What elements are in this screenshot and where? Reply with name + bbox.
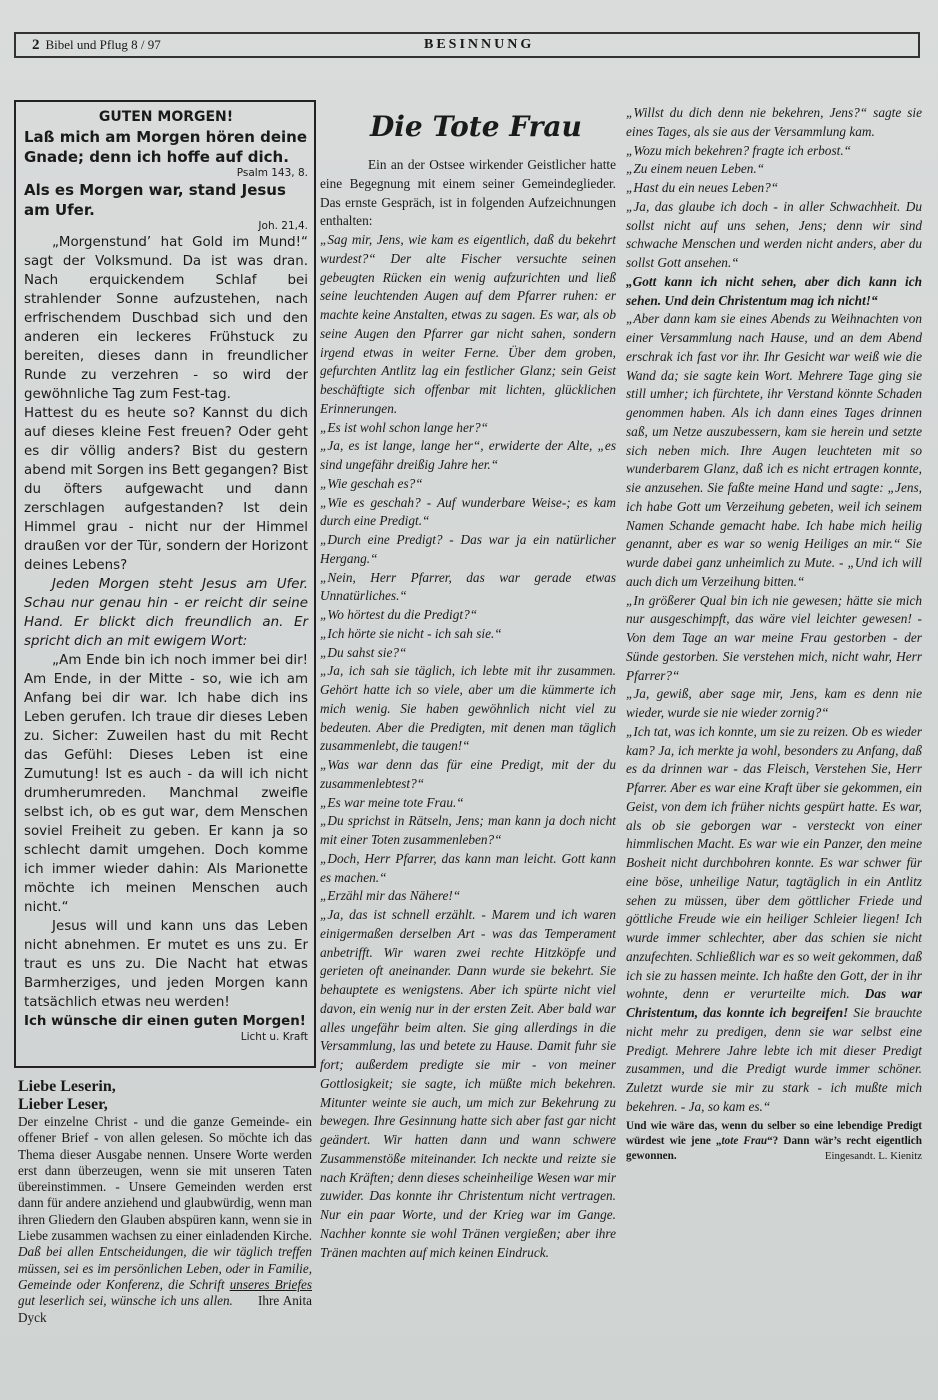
devotion-source: Licht u. Kraft — [240, 1031, 308, 1043]
story-bold-quote: „Gott kann ich nicht sehen, aber dich kann ich sehen. Und dein Christentum mag ich nicht!“ — [626, 273, 922, 308]
story-source: Eingesandt. L. Kienitz — [824, 1149, 922, 1162]
story-paragraph: „Ja, ich sah sie täglich, ich lebte mit ihr zusammen. Gehört hatte ich so viele, aber um die kümmerte ich mich wenig. Sie haben gewöhnlich nicht viel zu bedeuten. Aber die Predigten, mit denen man täglich zusammenlebt, die taugen!“ — [320, 663, 616, 754]
story-paragraph: „Ich tat, was ich konnte, um sie zu reizen. Ob es wieder kam? Ja, ich merkte ja wohl, besonders zu Anfang, daß es da drinnen war - das Fleisch, Verstehen Sie, Herr Pfarrer. Aber es war eine Kraft über sie gekommen, ein Geist, von dem ich früher nichts gespürt hatte. Es war, als ob sie geborgen war - versteckt von einer himmlischen Macht. Es war wie ein Panzer, den meine Bosheit nicht durchbohren konnte. Es war schwer für eine böse, unheilige Natur, tagtäglich in ein Antlitz sehen zu müssen, über dem göttlicher Friede und göttliche Freude wie ein heiliger Schleier liegen! Ich wurde immer schlechter, aber das schien sie nicht anzufechten. Schließlich war es so weit gekommen, daß ich sie zu hassen meinte. Ich haßte den Gott, der in ihr wohnte, denn er verurteilte mich. Das war Christentum, das konnte ich begreifen! Sie brauchte nicht mehr zu predigen, denn sie war selbst eine Predigt. Mehrere Jahre lebte ich mit dieser Predigt zusammen, und die Predigt wurde immer schöner. Zuletzt wurde sie mir zu stark - ich mußte mich bekehren. - Ja, so kam es.“ — [626, 723, 922, 1114]
story-paragraph: „Ja, gewiß, aber sage mir, Jens, kam es denn nie wieder, wurde sie nie wieder zornig?“ — [626, 686, 922, 720]
devotion-paragraph: Jesus will und kann uns das Leben nicht abnehmen. Er mutet es uns zu. Er traut es uns zu. Die Nacht hat etwas Barmherziges, und jeden Morgen kann tatsächlich etwas neu werden! — [24, 919, 308, 1010]
devotion-ref-2: Joh. 21,4. — [258, 220, 308, 232]
story-paragraph: „Hast du ein neues Leben?“ — [626, 180, 779, 195]
devotion-ref-1: Psalm 143, 8. — [236, 167, 308, 179]
story-closing: Und wie wäre das, wenn du selber so eine lebendige Predigt würdest wie jene „tote Frau“? Dann wär’s recht eigentlich gewonnen. Eingesandt. L. Kienitz — [626, 1119, 922, 1162]
devotion-paragraph: Jeden Morgen steht Jesus am Ufer. Schau nur genau hin - er reicht dir seine Hand. Er blickt dich freundlich an. Er spricht dich an mit ewigem Wort: — [24, 577, 308, 649]
story-paragraph: „Ja, das glaube ich doch - in aller Schwachheit. Du sollst nicht auf uns sehen, Jens; denn wir sind schwache Menschen und werden nicht anders, aber du sollst Gott ansehen.“ — [626, 198, 922, 270]
story-paragraph: „Zu einem neuen Leben.“ — [626, 161, 765, 177]
devotion-closing: Ich wünsche dir einen guten Morgen! — [24, 1014, 306, 1029]
letter-greeting: Lieber Leser, — [18, 1096, 108, 1113]
devotion-paragraph: „Am Ende bin ich noch immer bei dir! Am Ende, in der Mitte - so, wie ich am Anfang bei dir war. Ich habe dich ins Leben gerufen. Ich traue dir dieses Leben zu. Sicher: Zuweilen hast du mit Recht das Gefühl: Dieses Leben ist eine Zumutung! Ist es auch - da will ich nicht drumherumreden. Manchmal zweifle selbst ich, ob es gut war, dem Menschen soviel Freiheit zu geben. Er kann ja so schlecht damit umgehen. Doch komme ich immer wieder dahin: Als Marionette möchte ich meinen Menschen auch nicht.“ — [24, 653, 308, 915]
story-paragraph: „Wie es geschah? - Auf wunderbare Weise-; es kam durch eine Predigt.“ — [320, 494, 616, 529]
story-paragraph: „Was war denn das für eine Predigt, mit der du zusammenlebtest?“ — [320, 757, 616, 791]
devotion-paragraph: „Morgenstund’ hat Gold im Mund!“ sagt der Volksmund. Da ist was dran. Nach erquickendem Schlaf bei strahlender Sonne aufzustehen, nach erfrischendem Duschbad sich und den anderen ein leckeres Frühstuck zu bereiten, dieses dann in freundlicher Runde zu verzehren - so wird der gewöhnliche Tag zum Fest-tag. — [24, 235, 308, 402]
letter-body: Der einzelne Christ - und die ganze Gemeinde- ein offener Brief - von allen gelesen. So möchte ich das Thema dieser Ausgabe nennen. Unsere Worte werden erst dann überzeugen, wenn sie mit unseren Taten übereinstimmen. - Unsere Gemeinden werden erst dann für andere anziehend und glaubwürdig, wenn man ihren Gliedern den Glauben abspüren kann, wenn sie in Liebe zusammen wachsen zu einer einladenden Kirche. Daß bei allen Entscheidungen, die wir täglich treffen müssen, sei es im persönlichen Leben, oder in Familie, Gemeinde oder Konferenz, die Schrift unseres Briefes gut leserlich sei, wünsche ich uns allen. Ihre Anita Dyck — [18, 1114, 312, 1325]
story-paragraph: „Doch, Herr Pfarrer, das kann man leicht. Gott kann es machen.“ — [320, 850, 616, 885]
story-paragraph: „In größerer Qual bin ich nie gewesen; hätte sie mich nur ausgeschimpft, das wäre viel leichter gewesen! - Von dem Tage an war meine Frau gestorben - der Sünde gestorben. Sie verstehen mich, nicht wahr, Herr Pfarrer?“ — [626, 592, 922, 683]
story-paragraph: „Erzähl mir das Nähere!“ — [320, 888, 461, 904]
story-column-1 — [320, 108, 616, 1262]
editor-letter — [18, 1078, 312, 1326]
story-paragraph: „Es war meine tote Frau.“ — [320, 794, 464, 810]
story-title: Die Tote Frau — [370, 110, 582, 143]
story-paragraph: „Ich hörte sie nicht - ich sah sie.“ — [320, 625, 502, 641]
story-paragraph: „Es ist wohl schon lange her?“ — [320, 419, 489, 435]
story-paragraph: „Wozu mich bekehren? fragte ich erbost.“ — [626, 142, 852, 158]
story-intro: Ein an der Ostsee wirkender Geistlicher hatte eine Begegnung mit einem seiner Gemeindeglieder. Das ernste Gespräch, ist in folgenden Aufzeichnungen enthalten: — [320, 157, 616, 229]
section-title: BESINNUNG — [424, 37, 535, 52]
devotion-paragraph: Hattest du es heute so? Kannst du dich auf dieses kleine Fest freuen? Oder geht es dir völlig anders? Bist du gestern abend mit Sorgen ins Bett gegangen? Bist du öfters aufgewacht und dann zerschlagen aufgestanden? Ist dein Himmel grau - nicht nur der Himmel draußen vor der Tür, sondern der Horizont deines Lebens? — [24, 406, 308, 573]
story-paragraph: „Ja, das ist schnell erzählt. - Marem und ich waren einigermaßen derselben Art - was das Temperament anbetrifft. Wir waren zwei rechte Hitzköpfe und gerieten oft aneinander. Dann wurde sie bekehrt. Sie behauptete es wenigstens. Aber ich spürte nicht viel davon, ein wenig nur in der ersten Zeit. Aber bald war alles ungefähr beim alten. Sie ging allerdings in die Versammlung, las und betete zu Hause. Damit fuhr sie fort; außerdem predigte sie mir - von meiner Gottlosigkeit; sie sagte, ich müßte mich bekehren. Mitunter weinte sie auch, um mich zur Bekehrung zu bewegen. Ihre Gesinnung hatte sich aber fast gar nicht geändert. Wir hatten dann und wann schwere Zusammenstöße miteinander. Ich neckte und reizte sie nach Kräften; denn dieses scheinheilige Wesen war mir zuwider. Das konnte ihr Christentum nicht vertragen. Nur ein paar Worte, und der Krieg war im Gange. Nachher konnte sie wohl Tränen vergießen; aber ihre Tränen machten auf mich keinen Eindruck. — [320, 907, 616, 1260]
letter-greeting: Liebe Leserin, — [18, 1078, 116, 1095]
devotion-title: GUTEN MORGEN! — [98, 109, 234, 125]
publication-name: Bibel und Pflug 8 / 97 — [45, 37, 161, 52]
story-paragraph: „Du sahst sie?“ — [320, 644, 407, 660]
story-column-2 — [626, 104, 922, 1164]
morning-devotion-box — [14, 100, 316, 1068]
story-paragraph: „Sag mir, Jens, wie kam es eigentlich, daß du bekehrt wurdest?“ Der alte Fischer versuchte seinen gebeugten Rücken ein wenig aufzurichten und ließ seine leuchtenden Augen auf dem Pfarrer ruhen: er machte keine Anstalten, etwas zu sagen. Es war, als ob seine Augen den Pfarrer gar nicht sahen, sondern irgend etwas in weiter Ferne. Über dem groben, gefurchten Antlitz lag ein festlicher Glanz; sein Geist beschäftigte sich offenbar mit lichten, glücklichen Erinnerungen. — [320, 232, 616, 416]
story-paragraph: „Aber dann kam sie eines Abends zu Weihnachten von einer Versammlung nach Hause, und an dem Abend erschrak ich fast vor ihr. Ihr Gesicht war weiß wie die Wand da; sie sagte kein Wort. Mehrere Tage ging sie still umher; ich fürchtete, ihr Verstand könnte Schaden genommen haben. Als ich dann eines Tages drinnen saß, um Netze auszubessern, kam sie herein und setzte sich neben mich. Ihre Augen leuchteten mit so wunderbarem Glanz, daß ich es nicht ertragen konnte, sie anzusehen. Sie faßte meine Hand und sagte: „Jens, ich habe Gott um Verzeihung gebeten, weil ich seinem Namen Schande gemacht habe. Ich habe mich heilig genannt, aber es war so wenig Heiliges an mir.“ Sie wurde dabei ganz unheimlich zu Mute. - „Und ich will auch dich um Verzeihung bitten.“ — [626, 311, 922, 589]
devotion-verse-2: Als es Morgen war, stand Jesus am Ufer. — [24, 181, 286, 219]
story-paragraph: „Du sprichst in Rätseln, Jens; man kann ja doch nicht mit einer Toten zusammenleben?“ — [320, 813, 616, 847]
page-header — [14, 32, 920, 58]
page-number: 2 — [32, 36, 40, 53]
story-paragraph: „Willst du dich denn nie bekehren, Jens?“ sagte sie eines Tages, als sie aus der Versammlung kam. — [626, 105, 922, 139]
letter-signature: Ihre Anita Dyck — [18, 1293, 312, 1325]
story-paragraph: „Nein, Herr Pfarrer, das war gerade etwas Unnatürliches.“ — [320, 569, 616, 604]
story-paragraph: „Wie geschah es?“ — [320, 475, 423, 491]
story-paragraph: „Durch eine Predigt? - Das war ja ein natürlicher Hergang.“ — [320, 532, 616, 566]
story-paragraph: „Wo hörtest du die Predigt?“ — [320, 607, 478, 622]
story-paragraph: „Ja, es ist lange, lange her“, erwiderte der Alte, „es sind ungefähr dreißig Jahre her.“ — [320, 438, 616, 472]
devotion-verse-1: Laß mich am Morgen hören deine Gnade; denn ich hoffe auf dich. — [24, 128, 308, 166]
